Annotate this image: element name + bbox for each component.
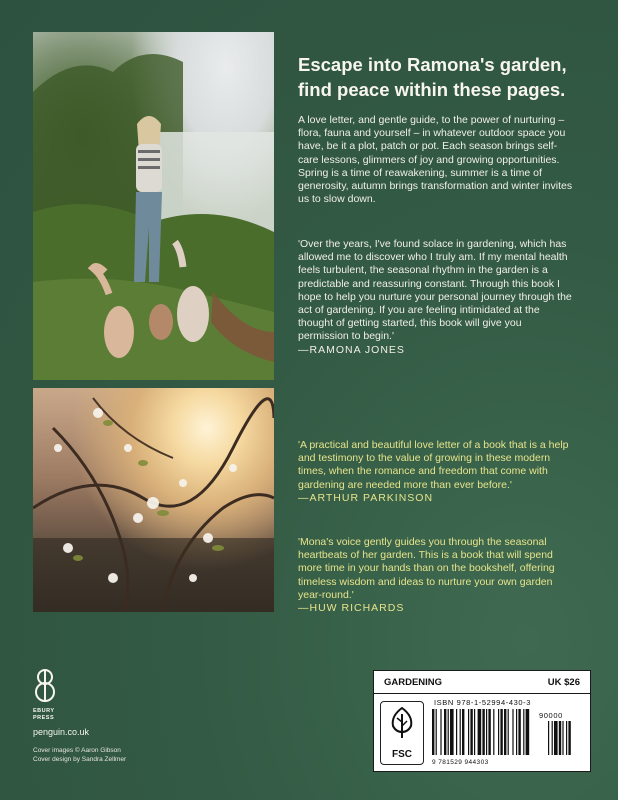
author-quote bbox=[298, 238, 573, 357]
barcode-bar bbox=[486, 709, 487, 755]
cover-credits bbox=[33, 747, 126, 764]
barcode-bar bbox=[516, 709, 517, 755]
barcode-bar bbox=[566, 721, 567, 755]
barcode-bar bbox=[518, 709, 520, 755]
publisher-website: penguin.co.uk bbox=[33, 727, 90, 737]
barcode-bar bbox=[526, 709, 530, 755]
review-quote bbox=[298, 536, 573, 615]
barcode-bar bbox=[456, 709, 457, 755]
barcode-bar bbox=[482, 709, 484, 755]
ebury-press-logo bbox=[33, 668, 63, 709]
barcode-bar bbox=[440, 709, 441, 755]
barcode-header bbox=[374, 671, 590, 694]
credit-design: Cover design by Sandra Zellmer bbox=[33, 755, 127, 763]
barcode-bar bbox=[523, 709, 524, 755]
barcode-bar bbox=[462, 709, 464, 755]
author-quote-attribution: —RAMONA JONES bbox=[298, 343, 405, 356]
book-blurb: A love letter, and gentle guide, to the power of nurturing – flora, fauna and yourself – in whatever outdoor space you have, be it a plot, patch or pot. Each season brings self-care lessons, glimmers of joy and growing opportunities. Spring is a time of reawakening, summer is a time of generosity, autumn brings transformation and winter invites us to slow down. bbox=[298, 114, 573, 206]
fsc-tree-icon bbox=[387, 706, 417, 740]
barcode-bar bbox=[498, 709, 499, 755]
fsc-label: FSC bbox=[392, 749, 412, 760]
barcode-bar bbox=[468, 709, 469, 755]
isbn-barcode bbox=[430, 709, 578, 757]
cover-photo-blossom-branches bbox=[33, 388, 274, 612]
barcode-bar bbox=[552, 721, 553, 755]
review-quote bbox=[298, 439, 573, 505]
category-label: GARDENING bbox=[384, 676, 443, 688]
barcode-bar bbox=[444, 709, 446, 755]
barcode-bar bbox=[450, 709, 454, 755]
barcode-bar bbox=[554, 721, 558, 755]
barcode-bar bbox=[436, 709, 437, 755]
barcode-bar bbox=[474, 709, 475, 755]
gardener-ducks-illustration bbox=[33, 32, 274, 380]
cover-photo-gardener-with-ducks bbox=[33, 32, 274, 380]
price-code: 90000 bbox=[539, 711, 563, 720]
barcode-bar bbox=[500, 709, 502, 755]
review-quote-text: 'A practical and beautiful love letter of a book that is a help and testimony to the value of growing in these modern times, when the romance and freedom that come with gardening are needed more than ever before.' bbox=[298, 439, 569, 491]
barcode-bar bbox=[478, 709, 482, 755]
review-quote-attribution: —ARTHUR PARKINSON bbox=[298, 491, 434, 504]
barcode-bar bbox=[470, 709, 472, 755]
barcode-panel bbox=[373, 670, 591, 772]
barcode-bar bbox=[448, 709, 449, 755]
review-quote-text: 'Mona's voice gently guides you through the seasonal heartbeats of her garden. This is a book that will spend more time in your hands than on the bookshelf, offering timeless wisdom and ideas to nurture your own garden year-round.' bbox=[298, 536, 555, 601]
barcode-bar bbox=[562, 721, 563, 755]
isbn-label: ISBN 978-1-52994-430-3 bbox=[434, 698, 532, 707]
barcode-bar bbox=[559, 721, 561, 755]
barcode-bar bbox=[548, 721, 549, 755]
barcode-bar bbox=[488, 709, 490, 755]
imprint-label: EBURY PRESS bbox=[33, 708, 55, 721]
isbn-digits: 9 781529 944303 bbox=[432, 759, 489, 766]
review-quote-attribution: —HUW RICHARDS bbox=[298, 602, 405, 615]
barcode-bar bbox=[493, 709, 494, 755]
blossom-illustration bbox=[33, 388, 274, 612]
barcode-bar bbox=[504, 709, 506, 755]
credit-images: Cover images © Aaron Gibson bbox=[33, 747, 121, 754]
fsc-badge bbox=[380, 701, 424, 765]
barcode-bar bbox=[568, 721, 570, 755]
author-quote-text: 'Over the years, I've found solace in gardening, which has allowed me to discover who I truly am. If my mental health feels turbulent, the seasonal rhythm in the garden is a predictable and reassuring constant. Through this book I hope to help you nurture your personal journey through the act of gardening. If you are feeling intimidated at the thought of getting started, this book will give you permission to begin.' bbox=[298, 238, 572, 343]
headline: Escape into Ramona's garden, find peace within these pages. bbox=[298, 54, 567, 100]
ebury-logo-icon bbox=[33, 668, 57, 704]
barcode-bar bbox=[512, 709, 513, 755]
price-label: UK $26 bbox=[547, 676, 580, 688]
barcode-bar bbox=[460, 709, 461, 755]
barcode-bar bbox=[432, 709, 434, 755]
barcode-bar bbox=[508, 709, 509, 755]
